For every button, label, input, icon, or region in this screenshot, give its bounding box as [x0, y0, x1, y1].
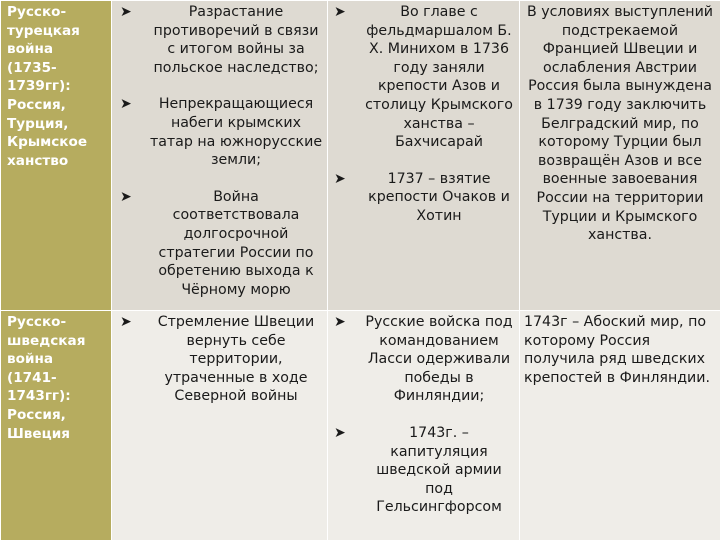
causes-cell [112, 1, 328, 311]
event-text: Во главе с фельдмаршалом Б. Х. Минихом в 1736 году заняли крепости Азов и столицу Крымского ханства – Бахчисарай [365, 4, 513, 150]
events-list [332, 3, 515, 226]
event-text: 1743г. – капитуляция шведской армии под Гельсингфорсом [376, 425, 502, 515]
cause-text: Непрекращающиеся набеги крымских татар на южнорусские земли; [150, 96, 322, 168]
causes-list [118, 313, 323, 406]
event-text: Русские войска под командованием Ласси одерживали победы в Финляндии; [365, 314, 512, 404]
list-item [118, 3, 323, 77]
result-cell [520, 311, 720, 541]
war-name-cell: Русско-шведская война (1741-1743гг): Россия, Швеция [1, 311, 112, 541]
result-text: 1743г – Абоский мир, по которому Россия получила ряд шведских крепостей в Финляндии. [524, 313, 716, 387]
spacer [332, 152, 515, 170]
list-item [118, 313, 323, 406]
result-cell [520, 1, 720, 311]
cause-text: Разрастание противоречий в связи с итогом войны за польское наследство; [154, 4, 319, 76]
table-row [1, 311, 720, 541]
causes-list [118, 3, 323, 299]
cause-text: Стремление Швеции вернуть себе территории, утраченные в ходе Северной войны [158, 314, 315, 404]
result-text: В условиях выступлений подстрекаемой Францией Швеции и ослабления Австрии Россия была вынуждена в 1739 году заключить Белградский мир, по которому Турции был возвращён Азов и все военные завоевания России на территории Турции и Крымского ханства. [524, 3, 716, 245]
spacer [118, 77, 323, 95]
list-item [332, 3, 515, 152]
arrowhead-bullet-icon: ➤ [334, 424, 346, 443]
arrowhead-bullet-icon: ➤ [120, 313, 132, 332]
list-item [332, 424, 515, 517]
events-cell [328, 1, 520, 311]
list-item [332, 170, 515, 226]
events-cell [328, 311, 520, 541]
arrowhead-bullet-icon: ➤ [334, 170, 346, 189]
arrowhead-bullet-icon: ➤ [120, 95, 132, 114]
arrowhead-bullet-icon: ➤ [120, 188, 132, 207]
arrowhead-bullet-icon: ➤ [334, 3, 346, 22]
spacer [118, 170, 323, 188]
table-row [1, 1, 720, 311]
war-name-cell: Русско-турецкая война (1735-1739гг): Россия, Турция, Крымское ханство [1, 1, 112, 311]
list-item [118, 188, 323, 300]
event-text: 1737 – взятие крепости Очаков и Хотин [368, 171, 510, 224]
causes-cell [112, 311, 328, 541]
list-item [118, 95, 323, 169]
events-list [332, 313, 515, 517]
arrowhead-bullet-icon: ➤ [120, 3, 132, 22]
list-item [332, 313, 515, 406]
arrowhead-bullet-icon: ➤ [334, 313, 346, 332]
cause-text: Война соответствовала долгосрочной стратегии России по обретению выхода к Чёрному морю [158, 189, 313, 298]
spacer [332, 406, 515, 424]
